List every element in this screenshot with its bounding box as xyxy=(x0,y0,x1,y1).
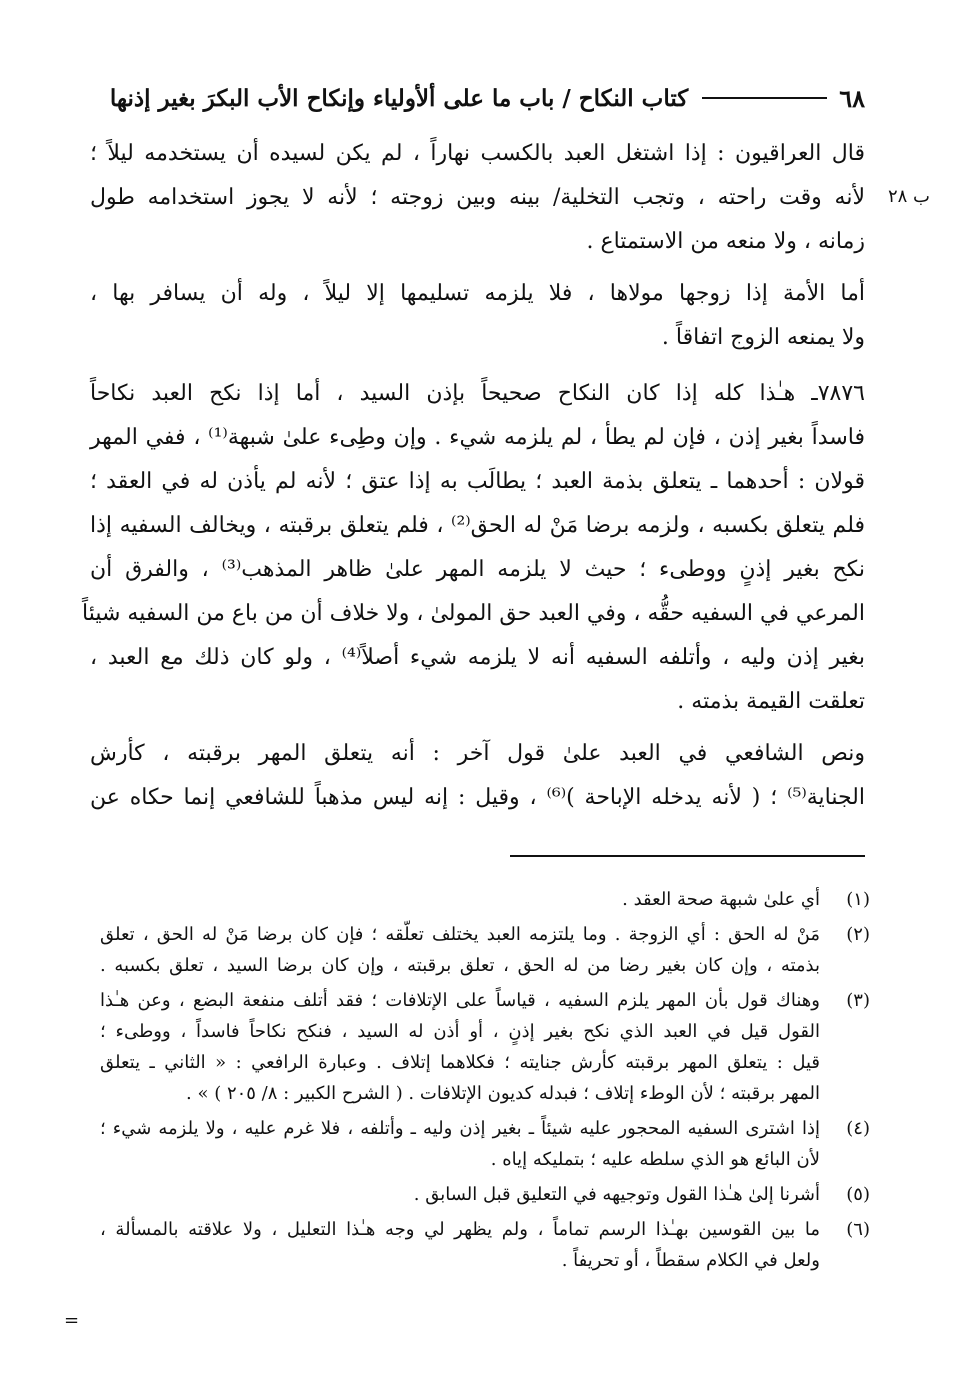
footnote-separator xyxy=(510,855,865,857)
text-line: زمانه ، ولا منعه من الاستمتاع . xyxy=(586,229,865,254)
footnote-body xyxy=(100,1113,820,1175)
footnote xyxy=(100,1214,870,1276)
footnote-line: القول قيل في العبد الذي نكح بغير إذنٍ ، أو أذن له السيد ، فنكح نكاحاً فاسداً ، ووطىء ؛ xyxy=(100,1021,820,1042)
text-line: ولا يمنعه الزوج اتفاقاً . xyxy=(661,325,865,350)
footnote-body xyxy=(100,1179,820,1210)
page-number: ٦٨ xyxy=(839,83,865,113)
footnote-line: لأن البائع هو الذي سلطه عليه ؛ بتمليكه إياه . xyxy=(490,1149,820,1170)
text-line: تعلقت القيمة بذمته . xyxy=(677,689,865,714)
footnote-number: (٢) xyxy=(846,924,870,945)
footnote xyxy=(100,1179,870,1210)
text-line: الجناية⁽⁵⁾ ؛ ( لأنه يدخله الإباحة )⁽⁶⁾ ، وقيل : إنه ليس مذهباً للشافعي إنما حكاه عن xyxy=(90,785,865,810)
text-line: ونص الشافعي في العبد علىٰ قول آخر : أنه يتعلق المهر برقبته ، كأرش xyxy=(90,741,865,766)
footnote-number: (٥) xyxy=(846,1184,870,1205)
text-line: قولان : أحدهما ـ يتعلق بذمة العبد ؛ يطالَب به إذا عتق ؛ لأنه لم يأذن له في العقد ؛ xyxy=(90,469,865,494)
running-header xyxy=(90,78,865,118)
footnote xyxy=(100,919,870,981)
text-line: المرعي في السفيه حقُّه ، وفي العبد حق المولىٰ ، ولا خلاف أن من باع من السفيه شيئاً xyxy=(82,601,865,626)
footnote-number: (٦) xyxy=(846,1219,870,1240)
text-line: نكح بغير إذنٍ ووطىء ؛ حيث لا يلزمه المهر علىٰ ظاهر المذهب⁽³⁾ ، والفرق أن xyxy=(90,557,866,582)
text-line: أما الأمة إذا زوجها مولاها ، فلا يلزمه تسليمها إلا ليلاً ، وله أن يسافر بها ، xyxy=(90,281,865,306)
footnote-line: قيل : يتعلق المهر برقبته كأرش جنايته ؛ فكلاهما إتلاف . وعبارة الرافعي : « الثاني ـ يتعلق xyxy=(100,1052,820,1073)
footnote xyxy=(100,884,870,915)
footnote-body xyxy=(100,985,820,1109)
footnote-line: مَنْ له الحق : أي الزوجة . وما يلتزمه العبد يختلف تعلّقه ؛ فإن كان برضا مَنْ له الحق ، تعلق xyxy=(100,924,820,945)
main-text xyxy=(82,132,866,820)
text-line: ٧٨٧٦ـ هـٰذا كله إذا كان النكاح صحيحاً بإذن السيد ، أما إذا نكح العبد نكاحاً xyxy=(90,381,865,406)
text-line: فلم يتعلق بكسبه ، ولزمه برضا مَنْ له الحق⁽²⁾ ، فلم يتعلق برقبته ، ويخالف السفيه إذا xyxy=(90,513,865,538)
footnote-number: (٤) xyxy=(846,1118,870,1139)
footnote xyxy=(100,1113,870,1175)
footnote-line: إذا اشترى السفيه المحجور عليه شيئاً ـ بغير إذن وليه ـ وأتلفه ، فلا غرم عليه ، ولا يلزمه شيء ؛ xyxy=(100,1118,820,1139)
text-line: لأنه وقت راحته ، وتجب التخلية/ بينه وبين زوجته ؛ لأنه لا يجوز استخدامه طول xyxy=(90,185,865,210)
footnote-line: ولعل في الكلام سقطاً ، أو تحريفاً . xyxy=(561,1250,820,1271)
footnotes xyxy=(100,884,870,1280)
footnote-body xyxy=(100,1214,820,1276)
footnote-body xyxy=(100,884,820,915)
footnote-line: بذمته ، وإن كان بغير رضا من له الحق ، تعلق برقبته ، وإن كان برضا السيد ، تعلق بكسبه . xyxy=(100,955,820,976)
footnote-line: المهر برقبته ؛ لأن الوطء إتلاف ؛ فبدله كديون الإتلافات . ( الشرح الكبير : ٨/ ٢٠٥ ) » . xyxy=(186,1083,820,1104)
text-line: فاسداً بغير إذن ، فإن لم يطأ ، لم يلزمه شيء . وإن وطِىء علىٰ شبهة⁽¹⁾ ، ففي المهر xyxy=(90,425,865,450)
footnote-line: وهناك قول بأن المهر يلزم السفيه ، قياساً على الإتلافات ؛ فقد أتلف منفعة البضع ، وعن هـٰذا xyxy=(100,990,820,1011)
footnote-number: (٣) xyxy=(846,990,870,1011)
footnote-line: أشرنا إلىٰ هـٰذا القول وتوجيهه في التعليق قبل السابق . xyxy=(413,1184,820,1205)
footer-mark: = xyxy=(64,1310,80,1331)
text-line: بغير إذن وليه ، وأتلفه السفيه أنه لا يلزمه شيء أصلاً⁽⁴⁾ ، ولو كان ذلك مع العبد ، xyxy=(90,645,865,670)
text-line: قال العراقيون : إذا اشتغل العبد بالكسب نهاراً ، لم يكن لسيده أن يستخدمه ليلاً ؛ xyxy=(90,141,865,166)
header-rule xyxy=(702,97,827,99)
footnote-line: أي علىٰ شبهة صحة العقد . xyxy=(622,889,820,910)
footnote-line: ما بين القوسين بهـٰذا الرسم تماماً ، ولم يظهر لي وجه هـٰذا التعليل ، ولا علاقته بالمسألة ، xyxy=(100,1219,820,1240)
footnote-number: (١) xyxy=(846,889,870,910)
footnote xyxy=(100,985,870,1109)
footnote-body xyxy=(100,919,820,981)
chapter-title: كتاب النكاح / باب ما على ألأولياء وإنكاح الأب البكرَ بغير إذنها xyxy=(109,84,689,112)
margin-folio-note: ب ٢٨ xyxy=(887,186,930,207)
